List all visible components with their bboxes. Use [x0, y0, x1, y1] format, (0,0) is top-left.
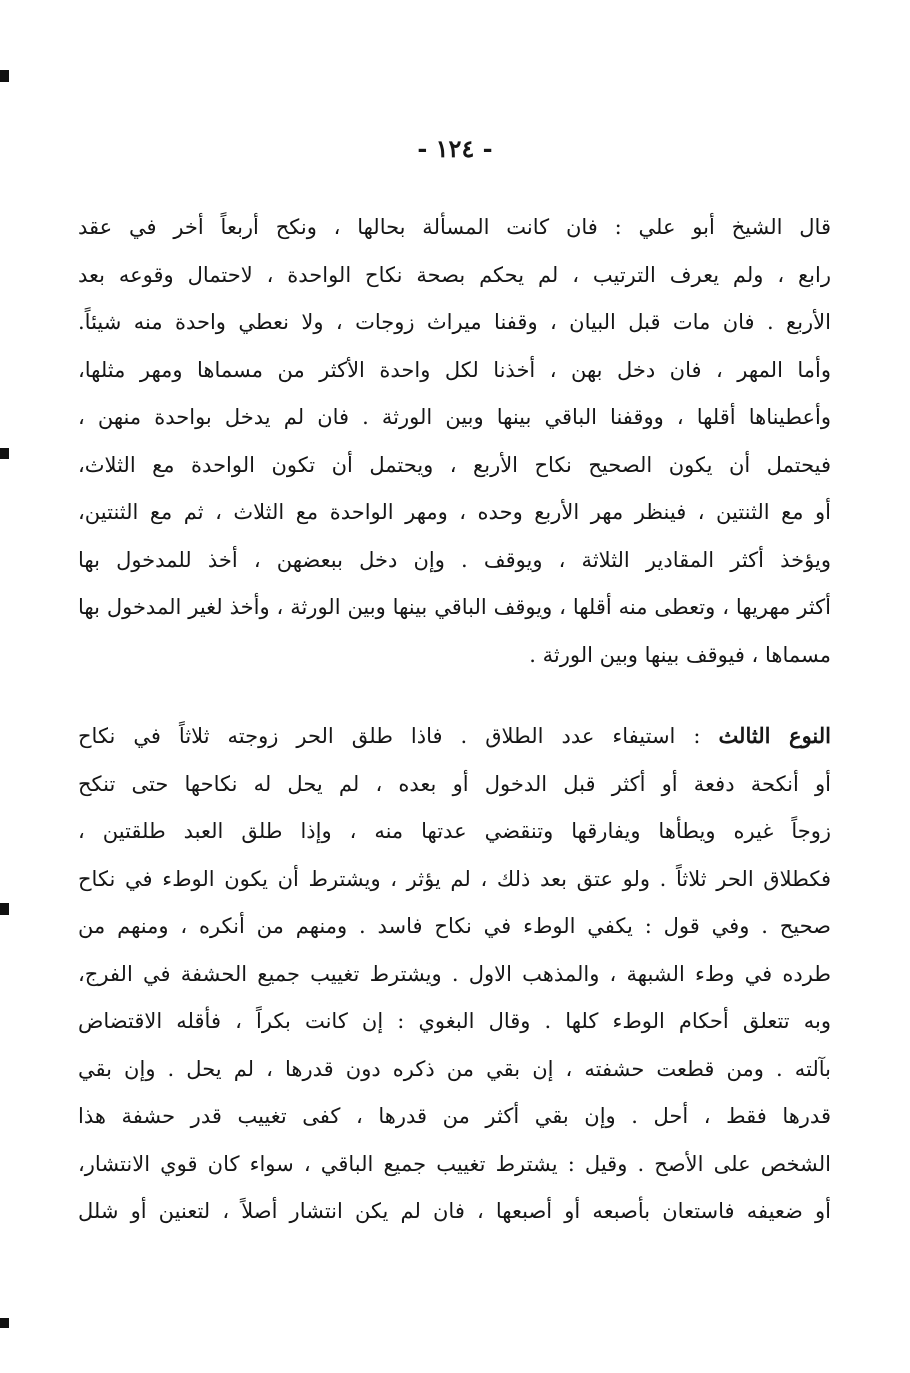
text-line: الشخص على الأصح . وقيل : يشترط تغييب جميع الباقي ، سواء كان قوي الانتشار، — [78, 1151, 831, 1176]
section-heading: النوع الثالث — [718, 723, 831, 748]
body-paragraph-2 — [78, 712, 831, 1236]
scan-edge-mark — [0, 448, 9, 459]
text-line — [78, 712, 831, 761]
text-line: وأما المهر ، فان دخل بهن ، أخذنا لكل واحدة الأكثر من مسماها ومهر مثلها، — [78, 357, 831, 382]
text-line: وبه تتعلق أحكام الوطء كلها . وقال البغوي : إن كانت بكراً ، فأقله الاقتضاض — [78, 1009, 831, 1033]
text-line: الأربع . فان مات قبل البيان ، وقفنا ميراث زوجات ، ولا نعطي واحدة منه شيئاً. — [78, 310, 831, 334]
scan-edge-mark — [0, 903, 9, 915]
text-line: أو مع الثنتين ، فينظر مهر الأربع وحده ، ومهر الواحدة مع الثلاث ، ثم مع الثنتين، — [78, 500, 831, 524]
text-line: أو ضعيفه فاستعان بأصبعه أو أصبعها ، فان لم يكن انتشار أصلاً ، لتعنين أو شلل — [78, 1199, 831, 1223]
text-line: ويؤخذ أكثر المقادير الثلاثة ، ويوقف . وإن دخل ببعضهن ، أخذ للمدخول بها — [78, 547, 831, 572]
text-line: صحيح . وفي قول : يكفي الوطء في نكاح فاسد . ومنهم من أنكره ، ومنهم من — [78, 914, 831, 938]
text-line: أكثر مهريها ، وتعطى منه أقلها ، ويوقف الباقي بينها وبين الورثة ، وأخذ لغير المدخول بها — [78, 595, 831, 619]
scan-edge-mark — [0, 1318, 9, 1328]
text-line: زوجاً غيره ويطأها ويفارقها وتنقضي عدتها منه ، وإذا طلق العبد طلقتين ، — [78, 819, 831, 843]
text-line: وأعطيناها أقلها ، ووقفنا الباقي بينها وبين الورثة . فان لم يدخل بواحدة منهن ، — [78, 405, 831, 429]
text-line: بآلته . ومن قطعت حشفته ، إن بقي من ذكره دون قدرها ، لم يحل . وإن بقي — [78, 1056, 831, 1081]
text-line: رابع ، ولم يعرف الترتيب ، لم يحكم بصحة نكاح الواحدة ، لاحتمال وقوعه بعد — [78, 262, 831, 287]
heading-line-text: : استيفاء عدد الطلاق . فاذا طلق الحر زوجته ثلاثاً في نكاح — [78, 724, 719, 748]
text-line: فيحتمل أن يكون الصحيح نكاح الأربع ، ويحتمل أن تكون الواحدة مع الثلاث، — [78, 452, 831, 477]
text-line: قال الشيخ أبو علي : فان كانت المسألة بحالها ، ونكح أربعاً أخر في عقد — [78, 215, 831, 239]
body-paragraph-1 — [78, 204, 831, 679]
text-line: طرده في وطء الشبهة ، والمذهب الاول . ويشترط تغييب جميع الحشفة في الفرج، — [78, 961, 831, 986]
scan-edge-mark — [0, 70, 9, 82]
text-line: مسماها ، فيوقف بينها وبين الورثة . — [529, 642, 831, 667]
text-line: أو أنكحة دفعة أو أكثر قبل الدخول أو بعده ، لم يحل له نكاحها حتى تنكح — [78, 771, 831, 796]
text-line: فكطلاق الحر ثلاثاً . ولو عتق بعد ذلك ، لم يؤثر ، ويشترط أن يكون الوطء في نكاح — [78, 866, 831, 891]
page-number: - ١٢٤ - — [417, 134, 493, 163]
text-line: قدرها فقط ، أحل . وإن بقي أكثر من قدرها ، كفى تغييب قدر حشفة هذا — [78, 1104, 831, 1128]
